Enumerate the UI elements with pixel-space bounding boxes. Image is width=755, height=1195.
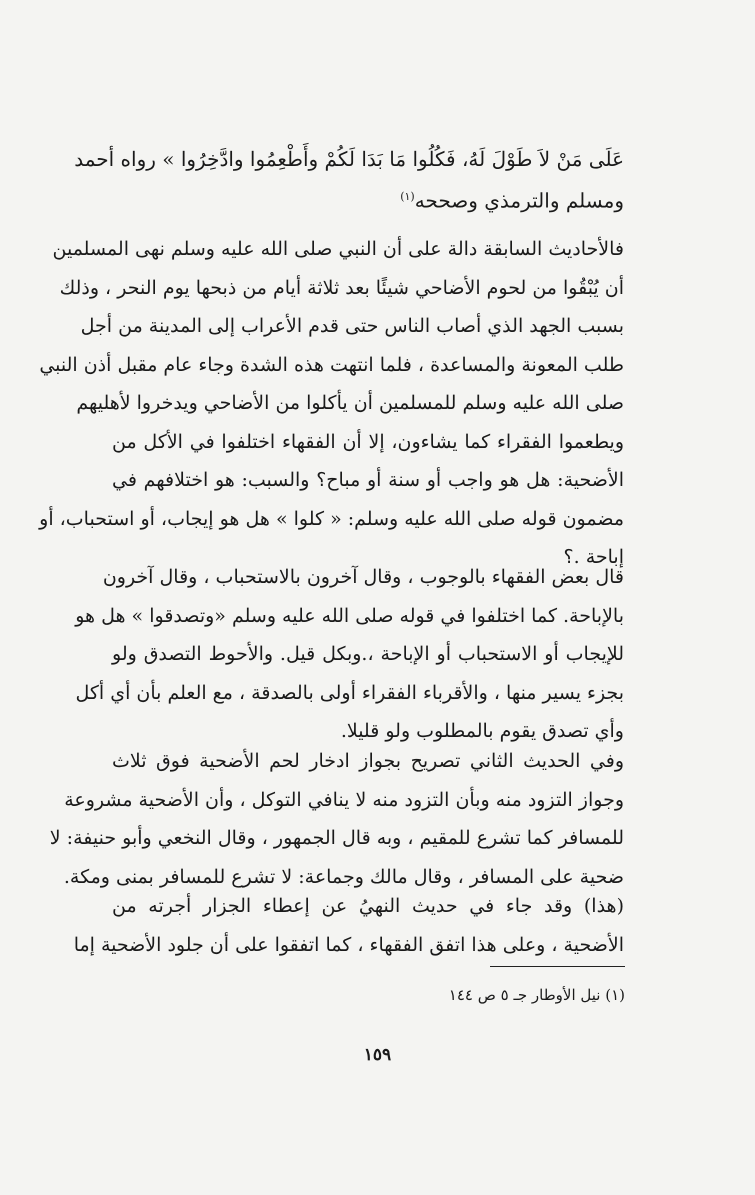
text-line: للمسافر كما تشرع للمقيم ، وبه قال الجمهور ، وقال النخعي وأبو حنيفة: لا bbox=[49, 827, 624, 849]
text-line-content: ومسلم والترمذي وصححه bbox=[414, 188, 624, 213]
paragraph-butcher-wage bbox=[73, 887, 624, 964]
text-line: وجواز التزود منه وبأن التزود منه لا ينافي التوكل ، وأن الأضحية مشروعة bbox=[64, 788, 624, 811]
text-line: (هذا) وقد جاء في حديث النهيُ عن إعطاء الجزار أجرته من bbox=[112, 895, 624, 917]
text-line: عَلَى مَنْ لاَ طَوْلَ لَهُ، فَكُلُوا مَا بَدَا لَكُمْ وأَطْعِمُوا وادَّخِرُوا » رواه أحمد bbox=[74, 147, 624, 171]
text-line: ويطعموا الفقراء كما يشاءون، إلا أن الفقهاء اختلفوا في الأكل من bbox=[112, 430, 624, 453]
text-line: مضمون قوله صلى الله عليه وسلم: « كلوا » هل هو إيجاب، أو استحباب، أو bbox=[39, 507, 624, 530]
text-line: قال بعض الفقهاء بالوجوب ، وقال آخرون بالاستحباب ، وقال آخرون bbox=[102, 566, 624, 588]
paragraph-hadith-ending bbox=[74, 140, 624, 220]
text-line: بسبب الجهد الذي أصاب الناس حتى قدم الأعراب إلى المدينة من أجل bbox=[80, 315, 624, 337]
footnote-reference: (١) bbox=[400, 190, 415, 203]
text-line: بالإباحة. كما اختلفوا في قوله صلى الله عليه وسلم «وتصدقوا » هل هو bbox=[75, 604, 624, 627]
footnote: (١) نيل الأوطار جـ ٥ ص ١٤٤ bbox=[448, 986, 625, 1004]
page-number: ١٥٩ bbox=[363, 1045, 392, 1065]
text-line: وأي تصدق يقوم بالمطلوب ولو قليلا. bbox=[340, 720, 624, 742]
text-line: صلى الله عليه وسلم للمسلمين أن يأكلوا من الأضاحي ويدخروا لأهليهم bbox=[76, 392, 624, 414]
text-line: الأضحية ، وعلى هذا اتفق الفقهاء ، كما اتفقوا على أن جلود الأضحية إما bbox=[73, 933, 624, 956]
text-line: الأضحية: هل هو واجب أو سنة أو مباح؟ والسبب: هو اختلافهم في bbox=[112, 469, 624, 491]
text-line: طلب المعونة والمساعدة ، فلما انتهت هذه الشدة وجاء عام مقبل أذن النبي bbox=[39, 353, 624, 376]
text-line: بجزء يسير منها ، والأقرباء الفقراء أولى بالصدقة ، مع العلم بأن أي أكل bbox=[75, 681, 624, 704]
paragraph-jurists-opinions bbox=[75, 558, 624, 751]
text-line bbox=[112, 178, 624, 220]
text-line: للإيجاب أو الاستحباب أو الإباحة ،.وبكل قيل. والأحوط التصدق ولو bbox=[112, 643, 624, 665]
text-line: أن يُبْقُوا من لحوم الأضاحي شيئًا بعد ثلاثة أيام من ذبحها يوم النحر ، وذلك bbox=[59, 276, 624, 299]
footnote-separator bbox=[490, 966, 625, 967]
text-line: إباحة .؟ bbox=[563, 546, 624, 568]
text-line: ضحية على المسافر ، وقال مالك وجماعة: لا تشرع للمسافر بمنى ومكة. bbox=[63, 865, 624, 888]
paragraph-second-hadith bbox=[49, 742, 624, 896]
text-line: فالأحاديث السابقة دالة على أن النبي صلى الله عليه وسلم نهى المسلمين bbox=[52, 238, 624, 260]
text-line: وفي الحديث الثاني تصريح بجواز ادخار لحم الأضحية فوق ثلاث bbox=[112, 750, 624, 772]
